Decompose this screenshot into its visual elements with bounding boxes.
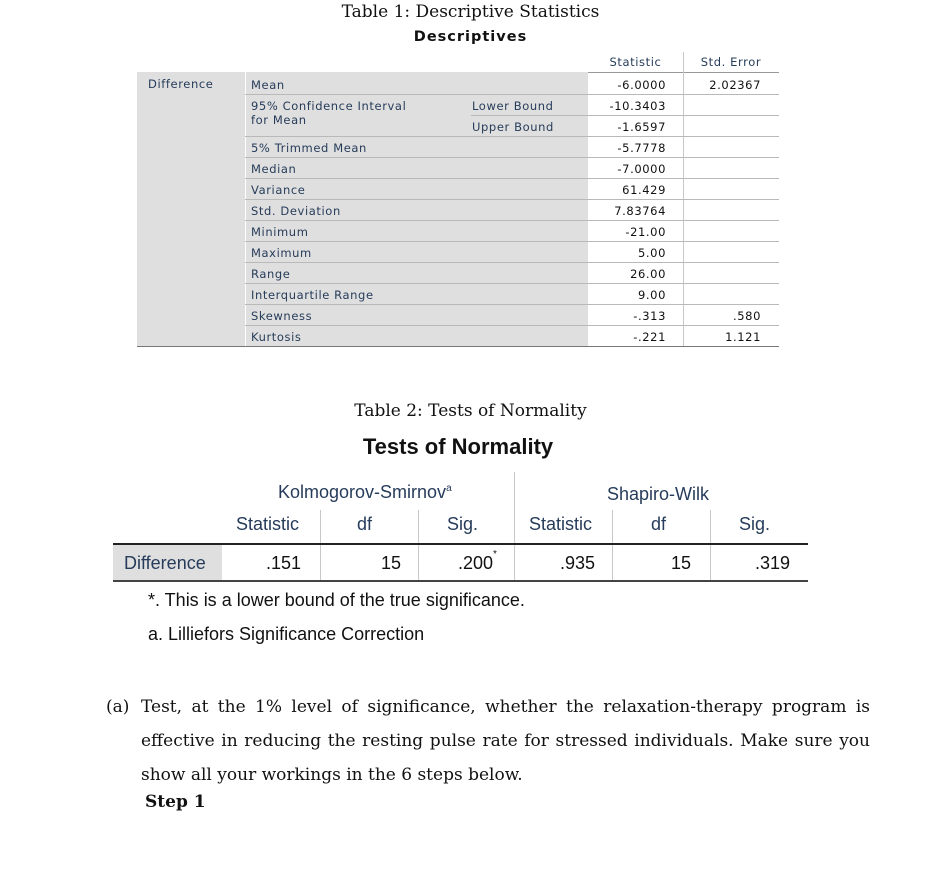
statistic-value: 61.429: [622, 183, 666, 197]
group-label: Difference: [148, 77, 214, 91]
ks-df: 15: [380, 553, 401, 573]
statistic-value: -.221: [633, 330, 666, 344]
row-label: Interquartile Range: [251, 288, 374, 302]
row-label: 95% Confidence Interval: [251, 99, 407, 113]
row-label: Difference: [124, 553, 206, 573]
col-sw-statistic: Statistic: [529, 514, 593, 534]
col-sw-df: df: [651, 514, 667, 534]
divider: [245, 178, 779, 179]
question-label: (a): [106, 697, 130, 717]
std-error-value: 2.02367: [709, 78, 761, 92]
statistic-value: 9.00: [637, 288, 666, 302]
row-label: Mean: [251, 78, 285, 92]
divider: [245, 283, 779, 284]
divider: [612, 510, 613, 582]
statistic-value: 7.83764: [614, 204, 666, 218]
sw-sig: .319: [754, 553, 790, 573]
statistic-value: -5.7778: [617, 141, 666, 155]
row-sublabel: Upper Bound: [472, 120, 554, 134]
row-label: Kurtosis: [251, 330, 302, 344]
col-ks-statistic: Statistic: [236, 514, 300, 534]
statistic-value: -.313: [633, 309, 666, 323]
statistic-value: -10.3403: [609, 99, 666, 113]
sw-df: 15: [670, 553, 691, 573]
row-label: Maximum: [251, 246, 312, 260]
statistic-value: -21.00: [625, 225, 666, 239]
ks-sig-footnote-mark: *: [493, 549, 497, 560]
divider: [245, 136, 779, 137]
divider: [418, 510, 419, 582]
col-ks-sig: Sig.: [447, 514, 479, 534]
footnote-2: a. Lilliefors Significance Correction: [148, 624, 425, 644]
col-ks-df: df: [357, 514, 373, 534]
divider: [710, 510, 711, 582]
descriptives-table: [137, 52, 779, 347]
row-label: Minimum: [251, 225, 309, 239]
row-label: Std. Deviation: [251, 204, 341, 218]
divider: [245, 241, 779, 242]
divider: [113, 580, 808, 582]
row-label-line2: for Mean: [251, 113, 307, 127]
header-std-error: Std. Error: [700, 55, 762, 69]
divider: [137, 346, 779, 347]
divider: [514, 472, 515, 582]
ks-footnote-mark: a: [446, 483, 452, 494]
statistic-value: -1.6597: [617, 120, 666, 134]
sw-header: Shapiro-Wilk: [607, 484, 710, 504]
std-error-value: .580: [732, 309, 761, 323]
std-error-value: 1.121: [725, 330, 761, 344]
divider: [245, 262, 779, 263]
row-label: Variance: [251, 183, 306, 197]
statistic-value: -7.0000: [617, 162, 666, 176]
question-text: Test, at the 1% level of significance, whether the relaxation-therapy program is effective in reducing the resting pulse rate for stressed individuals. Make sure you show all your workings in the 6 steps below.: [141, 697, 870, 785]
divider: [245, 157, 779, 158]
divider: [245, 72, 246, 347]
step-heading: Step 1: [145, 792, 206, 812]
divider: [471, 115, 779, 116]
statistic-value: 26.00: [630, 267, 666, 281]
footnote-1: *. This is a lower bound of the true significance.: [148, 590, 525, 610]
ks-sig-value: .200: [457, 553, 493, 573]
divider: [320, 510, 321, 582]
row-label: Skewness: [251, 309, 313, 323]
header-statistic: Statistic: [609, 55, 662, 69]
row-label: Median: [251, 162, 297, 176]
statistic-value: 5.00: [637, 246, 666, 260]
label-background: [137, 72, 588, 347]
ks-header-label: Kolmogorov-Smirnov: [278, 482, 447, 502]
table2-title: Tests of Normality: [362, 434, 554, 459]
table2-caption: Table 2: Tests of Normality: [354, 401, 587, 421]
divider: [245, 199, 779, 200]
divider: [245, 304, 779, 305]
ks-sig: [433, 549, 497, 574]
divider: [245, 94, 779, 95]
col-sw-sig: Sig.: [739, 514, 771, 534]
question-a: [106, 690, 870, 792]
ks-statistic: .151: [265, 553, 301, 573]
row-label: Range: [251, 267, 291, 281]
divider: [245, 220, 779, 221]
divider: [245, 325, 779, 326]
ks-header: [278, 482, 452, 503]
table1-caption: Table 1: Descriptive Statistics: [341, 2, 600, 22]
row-sublabel: Lower Bound: [472, 99, 554, 113]
sw-statistic: .935: [559, 553, 595, 573]
normality-table: [113, 472, 808, 587]
row-label: 5% Trimmed Mean: [251, 141, 367, 155]
table1-title: Descriptives: [413, 29, 528, 45]
statistic-value: -6.0000: [617, 78, 666, 92]
